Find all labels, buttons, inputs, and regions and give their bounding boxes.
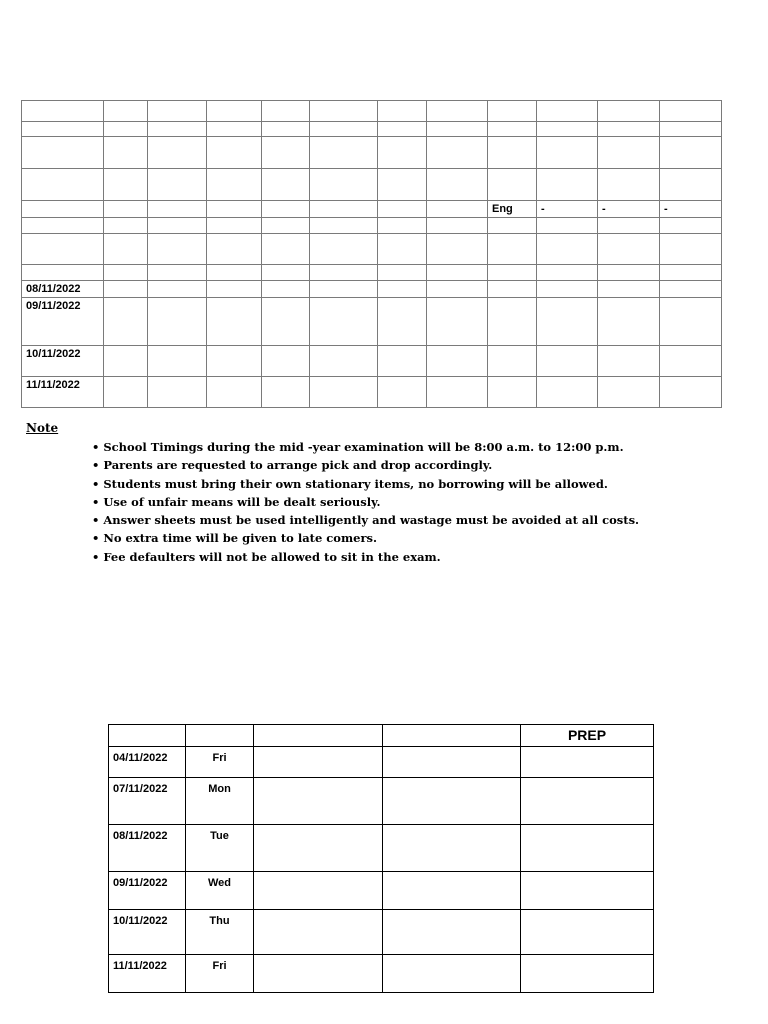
table-row [22,137,722,169]
table-cell [262,234,310,265]
table-cell [378,218,427,234]
table-cell [148,218,207,234]
table-cell: - [598,201,660,218]
table-cell [207,137,262,169]
table-cell [427,265,488,281]
table-cell [488,169,537,201]
table-cell [488,234,537,265]
table-row [22,298,722,346]
note-item: • School Timings during the mid -year examination will be 8:00 a.m. to 12:00 p.m. [92,438,639,456]
table-cell: 08/11/2022 [22,281,104,298]
table-cell [488,218,537,234]
table-cell [148,346,207,377]
table-row [22,281,722,298]
table-cell [310,169,378,201]
table-cell [598,137,660,169]
note-item: • Use of unfair means will be dealt seriously. [92,493,639,511]
table-cell [104,377,148,408]
table-cell [383,825,521,872]
table-cell [104,265,148,281]
table-cell [488,265,537,281]
table-cell [207,122,262,137]
table-cell [378,234,427,265]
table-cell [104,101,148,122]
table-cell [537,298,598,346]
table-cell [660,346,722,377]
table-cell [427,377,488,408]
table-cell [537,265,598,281]
table-cell [378,201,427,218]
table-cell [310,346,378,377]
table-cell [488,137,537,169]
table-cell [488,101,537,122]
table-cell [207,281,262,298]
table-cell [22,101,104,122]
table-cell [488,281,537,298]
table-cell [148,377,207,408]
table-cell [310,265,378,281]
table-cell [521,825,654,872]
note-title: Note [26,421,59,435]
table-cell [537,281,598,298]
table-cell [378,377,427,408]
day-cell: Fri [186,955,254,993]
table-cell: 11/11/2022 [22,377,104,408]
table-cell [537,101,598,122]
column-header [254,725,383,747]
table-cell [310,137,378,169]
table-cell [521,955,654,993]
table-cell [254,825,383,872]
column-header-prep: PREP [521,725,654,747]
table-row [22,101,722,122]
table-cell [598,265,660,281]
table-cell [262,101,310,122]
table-cell [207,377,262,408]
table-cell [660,122,722,137]
table-cell [254,747,383,778]
table-cell [207,298,262,346]
table-cell [427,169,488,201]
table-cell [537,218,598,234]
table-cell [378,101,427,122]
table-cell [262,122,310,137]
table-cell [104,169,148,201]
table-row [109,872,654,910]
table-cell [148,201,207,218]
column-header [383,725,521,747]
table-cell [310,298,378,346]
table-cell [262,281,310,298]
table-cell [207,218,262,234]
table-cell [104,122,148,137]
table-cell [383,910,521,955]
table-cell [22,265,104,281]
table-cell [22,218,104,234]
table-cell [254,872,383,910]
table-cell [207,265,262,281]
table-cell [488,346,537,377]
table-cell [488,122,537,137]
table-cell [598,298,660,346]
table-cell [537,122,598,137]
table-cell [537,346,598,377]
table-cell [660,101,722,122]
table-cell [521,778,654,825]
table-cell [104,201,148,218]
datesheet-table-bottom [108,724,654,993]
date-cell: 07/11/2022 [109,778,186,825]
table-cell [254,955,383,993]
table-cell [148,169,207,201]
table-cell: Eng [488,201,537,218]
table-cell [148,281,207,298]
table-cell [427,346,488,377]
table-header-row [109,725,654,747]
table-cell [148,137,207,169]
table-cell [427,298,488,346]
table-cell [22,122,104,137]
table-cell [310,122,378,137]
date-cell: 09/11/2022 [109,872,186,910]
table-row [22,169,722,201]
table-cell [598,281,660,298]
table-row [109,955,654,993]
table-cell [378,169,427,201]
table-cell [660,281,722,298]
table-cell [521,910,654,955]
table-cell [262,169,310,201]
table-cell [262,265,310,281]
table-cell: 10/11/2022 [22,346,104,377]
table-row [22,218,722,234]
table-cell [148,265,207,281]
table-cell [104,234,148,265]
date-cell: 11/11/2022 [109,955,186,993]
table-cell [148,234,207,265]
table-cell: - [660,201,722,218]
table-row [22,201,722,218]
table-cell [598,377,660,408]
table-cell [254,778,383,825]
table-cell: - [537,201,598,218]
table-cell [22,234,104,265]
table-row [22,346,722,377]
table-cell [22,169,104,201]
table-cell [427,122,488,137]
table-cell [262,137,310,169]
table-cell [383,778,521,825]
table-cell [310,218,378,234]
table-cell [383,747,521,778]
table-cell [104,218,148,234]
table-cell [207,346,262,377]
column-header [109,725,186,747]
table-cell [310,377,378,408]
table-cell [310,101,378,122]
table-cell [104,281,148,298]
note-item: • Parents are requested to arrange pick and drop accordingly. [92,456,639,474]
table-cell [310,234,378,265]
table-cell [22,137,104,169]
table-cell [378,122,427,137]
note-item: • Answer sheets must be used intelligently and wastage must be avoided at all costs. [92,511,639,529]
table-row [109,778,654,825]
table-cell [488,377,537,408]
note-item: • Fee defaulters will not be allowed to sit in the exam. [92,548,639,566]
table-cell [660,137,722,169]
note-list [92,438,639,566]
table-cell [262,218,310,234]
table-cell [148,122,207,137]
table-cell [378,346,427,377]
table-cell [378,298,427,346]
table-row [109,825,654,872]
table-cell [104,346,148,377]
table-cell [660,298,722,346]
table-cell [262,377,310,408]
table-cell [521,872,654,910]
table-cell [598,169,660,201]
table-cell [310,281,378,298]
table-cell [537,137,598,169]
table-cell [537,377,598,408]
table-cell [104,298,148,346]
table-cell [207,169,262,201]
table-cell [378,137,427,169]
table-cell [207,101,262,122]
table-cell [660,234,722,265]
table-cell [378,281,427,298]
table-cell [148,101,207,122]
table-cell [254,910,383,955]
day-cell: Fri [186,747,254,778]
table-cell [427,137,488,169]
column-header [186,725,254,747]
table-cell [427,201,488,218]
table-cell [660,218,722,234]
table-cell [427,234,488,265]
table-cell [537,234,598,265]
table-row [22,377,722,408]
table-cell [598,101,660,122]
day-cell: Mon [186,778,254,825]
table-cell [262,298,310,346]
table-cell [383,955,521,993]
table-cell [378,265,427,281]
table-cell [427,218,488,234]
note-item: • No extra time will be given to late comers. [92,529,639,547]
table-cell [660,169,722,201]
table-cell [22,201,104,218]
date-cell: 10/11/2022 [109,910,186,955]
table-cell [104,137,148,169]
table-cell [598,218,660,234]
table-cell [660,265,722,281]
table-cell [427,281,488,298]
note-item: • Students must bring their own stationary items, no borrowing will be allowed. [92,475,639,493]
table-cell [598,122,660,137]
table-row [22,234,722,265]
date-cell: 08/11/2022 [109,825,186,872]
table-row [109,910,654,955]
table-cell [660,377,722,408]
day-cell: Thu [186,910,254,955]
table-cell [148,298,207,346]
table-cell [310,201,378,218]
day-cell: Wed [186,872,254,910]
table-cell [598,234,660,265]
table-row [22,122,722,137]
table-cell [598,346,660,377]
table-cell [537,169,598,201]
datesheet-table-top [21,100,722,408]
table-cell [207,234,262,265]
table-cell: 09/11/2022 [22,298,104,346]
table-cell [262,201,310,218]
table-cell [262,346,310,377]
table-row [109,747,654,778]
table-cell [521,747,654,778]
date-cell: 04/11/2022 [109,747,186,778]
table-cell [383,872,521,910]
table-cell [488,298,537,346]
table-row [22,265,722,281]
table-cell [427,101,488,122]
day-cell: Tue [186,825,254,872]
table-cell [207,201,262,218]
